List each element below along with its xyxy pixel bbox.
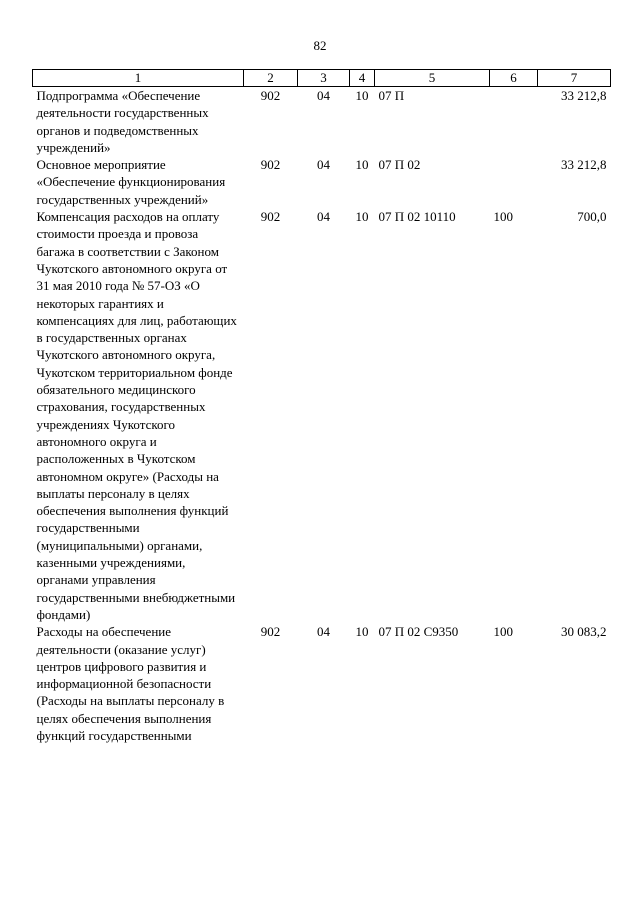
row-grbs: 902 bbox=[260, 157, 281, 173]
table-row bbox=[33, 208, 611, 623]
row-target-article: 07 П bbox=[378, 88, 405, 103]
header-col-1: 1 bbox=[33, 70, 244, 87]
row-expense-type: 100 bbox=[493, 209, 513, 225]
row-sum: 700,0 bbox=[577, 209, 607, 225]
header-row bbox=[33, 70, 611, 87]
row-sum: 33 212,8 bbox=[561, 157, 607, 173]
row-expense-type bbox=[490, 156, 538, 208]
table-row bbox=[33, 623, 611, 744]
table-row bbox=[33, 156, 611, 208]
row-subsection: 10 bbox=[355, 157, 369, 173]
row-section: 04 bbox=[317, 157, 330, 173]
header-col-6: 6 bbox=[490, 70, 538, 87]
row-sum: 33 212,8 bbox=[561, 88, 607, 103]
row-expense-type bbox=[490, 87, 538, 157]
header-col-5: 5 bbox=[375, 70, 490, 87]
row-name: Расходы на обеспечение деятельности (оказание услуг) центров цифрового развития и информационной безопасности (Расходы на выплаты персоналу в целях обеспечения выполнения функций государственными bbox=[36, 624, 225, 743]
header-col-4: 4 bbox=[350, 70, 375, 87]
row-expense-type: 100 bbox=[493, 624, 513, 640]
row-section: 04 bbox=[317, 88, 330, 103]
row-name: Основное мероприятие «Обеспечение функционирования государственных учреждений» bbox=[36, 157, 226, 207]
budget-table bbox=[32, 69, 611, 744]
row-name: Компенсация расходов на оплату стоимости проезда и провоза багажа в соответствии с Законом Чукотского автономного округа от 31 мая 2010 года № 57-ОЗ «О некоторых гарантиях и компенсациях для лиц, работающих в государственных органах Чукотского автономного округа, Чукотском территориальном фонде обязательного медицинского страхования, государственных учреждениях Чукотского автономного округа и расположенных в Чукотском автономном округе» (Расходы на выплаты персоналу в целях обеспечения выполнения функций государственными (муниципальными) органами, казенными учреждениями, органами управления государственными внебюджетными фондами) bbox=[36, 209, 237, 622]
row-subsection: 10 bbox=[355, 88, 369, 103]
header-col-2: 2 bbox=[244, 70, 298, 87]
row-name: Подпрограмма «Обеспечение деятельности государственных органов и подведомственных учреждений» bbox=[36, 88, 209, 155]
header-col-3: 3 bbox=[298, 70, 350, 87]
row-sum: 30 083,2 bbox=[561, 624, 607, 640]
table-row bbox=[33, 87, 611, 157]
header-col-7: 7 bbox=[538, 70, 611, 87]
row-target-article: 07 П 02 bbox=[378, 157, 421, 173]
row-subsection: 10 bbox=[355, 624, 369, 640]
row-section: 04 bbox=[317, 624, 330, 640]
row-section: 04 bbox=[317, 209, 330, 225]
row-grbs: 902 bbox=[260, 209, 281, 225]
row-subsection: 10 bbox=[355, 209, 369, 225]
row-target-article: 07 П 02 С9350 bbox=[378, 624, 459, 640]
row-grbs: 902 bbox=[260, 624, 281, 640]
page-number: 82 bbox=[313, 38, 327, 53]
row-target-article: 07 П 02 10110 bbox=[378, 209, 456, 225]
row-grbs: 902 bbox=[260, 88, 281, 103]
